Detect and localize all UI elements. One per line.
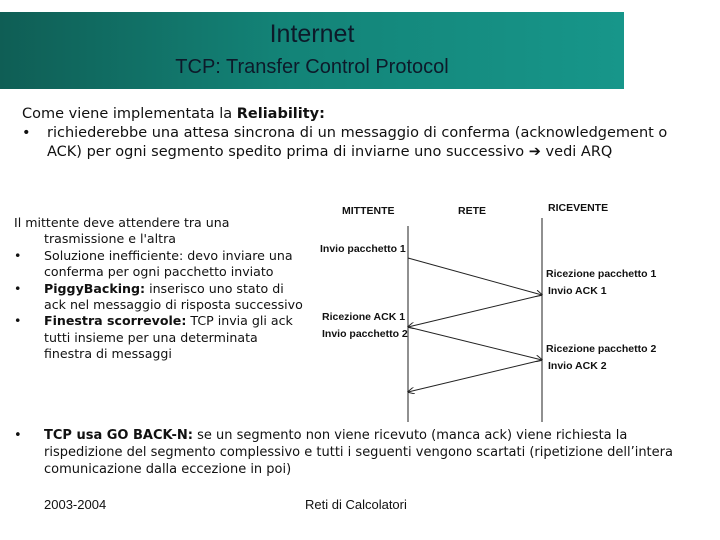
intro-bullet: [22, 124, 682, 162]
recv-packet-1-label: Ricezione pacchetto 1: [546, 268, 657, 280]
bullet-icon: •: [14, 247, 22, 263]
go-back-n-block: [14, 427, 674, 478]
bullet-icon: •: [14, 280, 22, 296]
col-network-label: RETE: [458, 205, 487, 217]
left-intro-cont: trasmissione e l'altra: [44, 231, 176, 247]
intro-block: [22, 105, 682, 162]
intro-bullet-text: [47, 124, 682, 162]
slide-subtitle: TCP: Transfer Control Protocol: [175, 56, 449, 78]
bullet-icon: •: [14, 313, 22, 329]
bullet-icon: •: [22, 125, 31, 141]
go-back-n-term: TCP usa GO BACK-N:: [44, 428, 193, 443]
left-bullet-3-desc: TCP invia gli ack tutti insieme per una determinata finestra di messaggi: [44, 313, 293, 362]
sliding-window-term: Finestra scorrevole:: [44, 313, 187, 329]
ack-1-arrow: [408, 295, 542, 327]
bullet-icon: •: [14, 428, 22, 443]
intro-line: [22, 105, 682, 124]
recv-packet-2-label: Ricezione pacchetto 2: [546, 343, 657, 355]
left-bullet-1: [14, 248, 304, 281]
left-bullet-3-text: [44, 313, 304, 362]
send-ack-2-label: Invio ACK 2: [548, 360, 607, 372]
go-back-n-bullet: [14, 427, 674, 478]
left-text-block: [14, 215, 304, 363]
col-sender-label: MITTENTE: [342, 205, 395, 217]
intro-bullet-pre: richiederebbe una attesa sincrona di un messaggio di conferma (acknowledgement o ACK) per ogni segmento spedito prima di inviarne uno successivo: [47, 125, 668, 160]
packet-1-arrow: [408, 258, 542, 295]
piggybacking-term: PiggyBacking:: [44, 280, 146, 296]
left-bullet-1-text: Soluzione inefficiente: devo inviare una conferma per ogni pacchetto inviato: [44, 247, 293, 280]
recv-ack-1-label: Ricezione ACK 1: [322, 311, 406, 323]
go-back-n-desc: se un segmento non viene ricevuto (manca ack) viene richiesta la rispedizione del segmento complessivo e tutti i seguenti vengono scartati (ripetizione dell’intera comunicazione dalla eccezione in poi): [44, 428, 673, 477]
left-bullet-2-text: [44, 281, 304, 314]
left-bullet-3: [14, 313, 304, 362]
go-back-n-text: [44, 427, 674, 478]
arrow-right-icon: ➔: [528, 144, 541, 160]
reliability-term: Reliability:: [236, 106, 325, 122]
col-receiver-label: RICEVENTE: [548, 202, 609, 214]
send-packet-1-label: Invio pacchetto 1: [320, 243, 406, 255]
left-bullet-2: [14, 281, 304, 314]
arq-sequence-diagram: [310, 196, 700, 422]
send-packet-2-label: Invio pacchetto 2: [322, 328, 408, 340]
send-ack-1-label: Invio ACK 1: [548, 285, 607, 297]
footer-year: 2003-2004: [44, 497, 107, 512]
left-intro: Il mittente deve attendere tra una: [14, 215, 230, 230]
intro-prefix: Come viene implementata la: [22, 106, 237, 122]
intro-bullet-post: vedi ARQ: [540, 144, 613, 160]
packet-2-arrow: [408, 327, 542, 360]
left-bullet-2-desc: inserisco uno stato di ack nel messaggio di risposta successivo: [44, 280, 303, 313]
slide-title: Internet: [269, 20, 355, 48]
footer-course: Reti di Calcolatori: [305, 497, 407, 512]
ack-2-arrow: [408, 360, 542, 392]
